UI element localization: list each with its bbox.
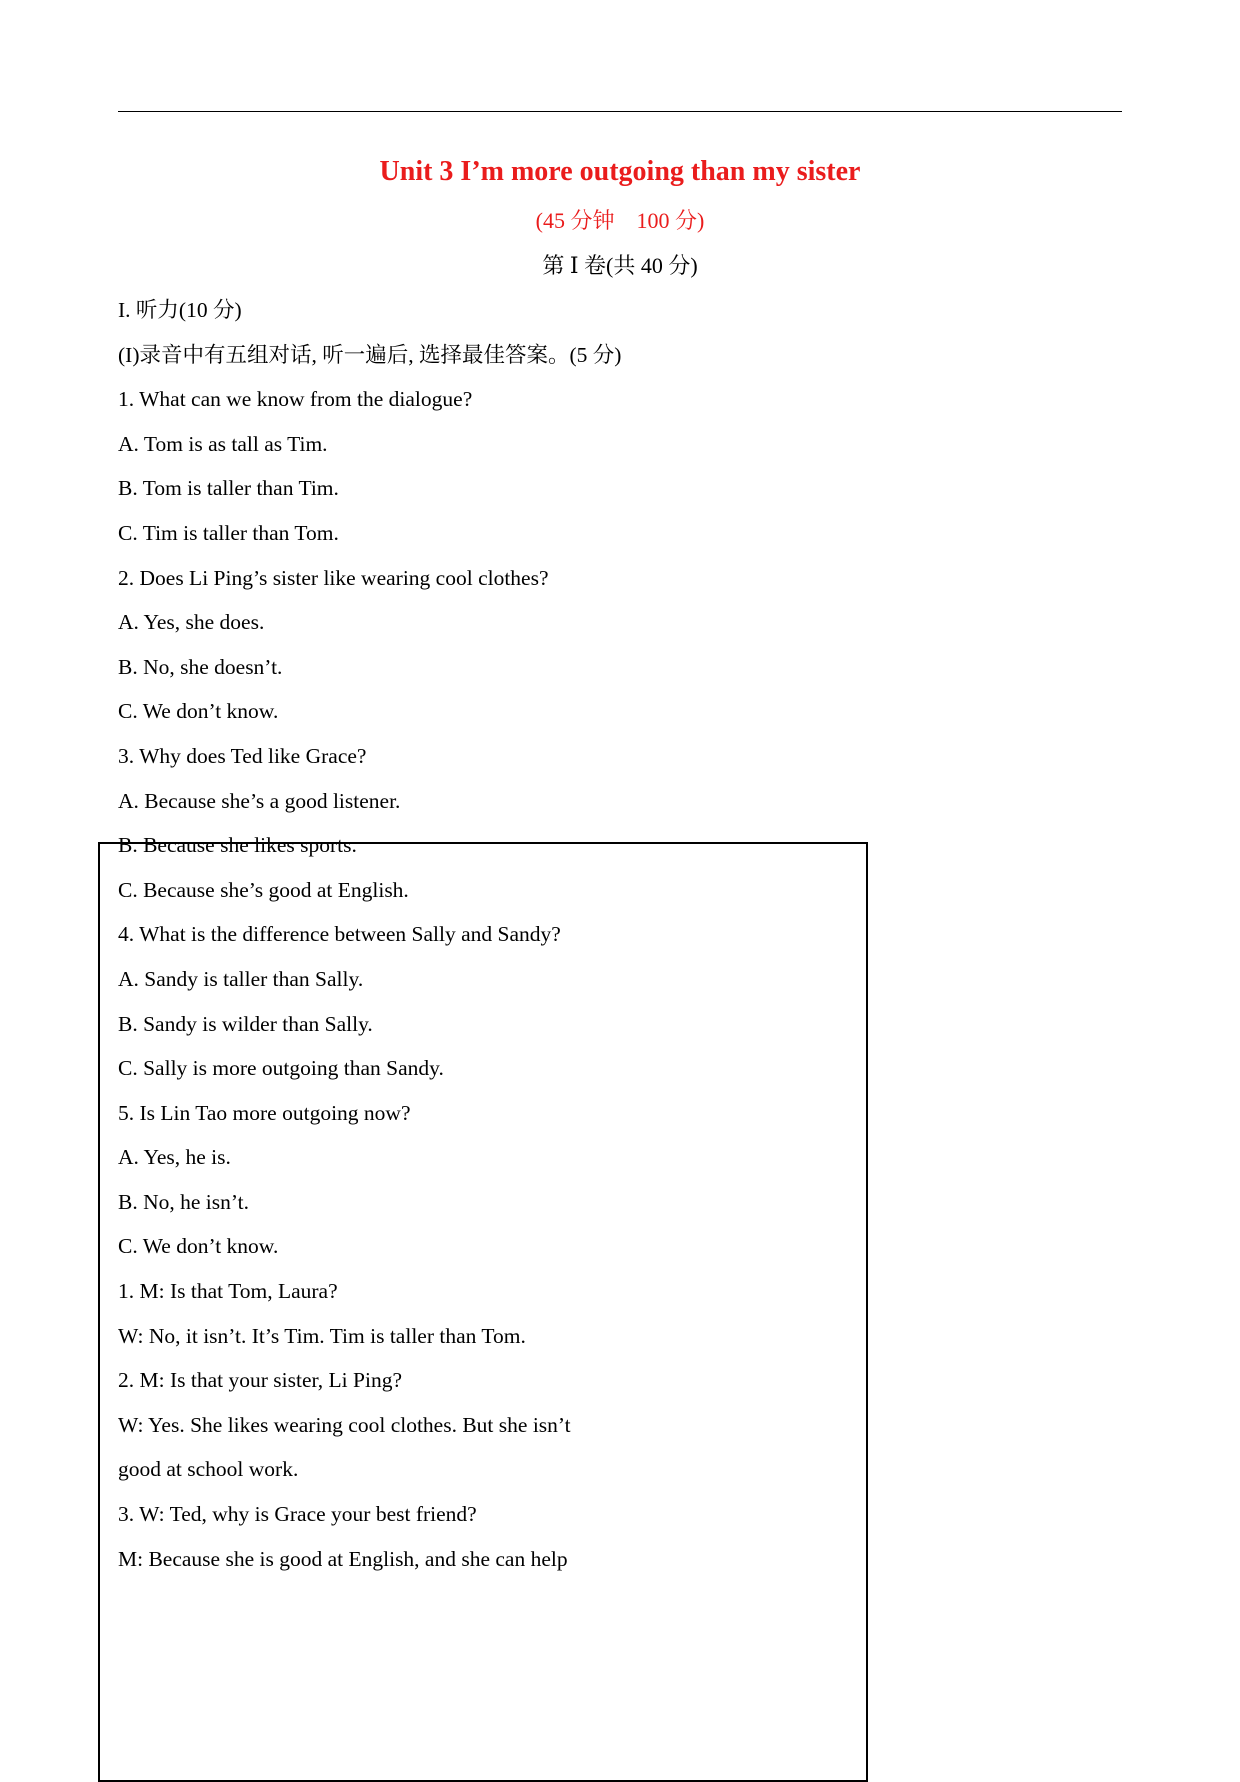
q2-option-a: A. Yes, she does. [118,610,265,635]
q1-option-a: A. Tom is as tall as Tim. [118,431,328,456]
listening-instruction: (I)录音中有五组对话, 听一遍后, 选择最佳答案。(5 分) [118,342,622,367]
transcript-line: good at school work. [118,1457,299,1482]
q4-option-a: A. Sandy is taller than Sally. [118,966,364,991]
q5-option-a: A. Yes, he is. [118,1145,231,1170]
q2-option-b: B. No, she doesn’t. [118,654,283,679]
exam-time-score: (45 分钟 100 分) [535,208,705,233]
question-4: 4. What is the difference between Sally and Sandy? [118,922,561,947]
question-1: 1. What can we know from the dialogue? [118,387,473,412]
q1-option-c: C. Tim is taller than Tom. [118,520,339,545]
q4-option-b: B. Sandy is wilder than Sally. [118,1011,373,1036]
transcript-line: W: Yes. She likes wearing cool clothes. But she isn’t [118,1412,571,1437]
header-rule [118,111,1122,112]
transcript-line: M: Because she is good at English, and she can help [118,1546,568,1571]
listening-heading: I. 听力(10 分) [118,298,242,322]
q4-option-c: C. Sally is more outgoing than Sandy. [118,1056,444,1081]
q3-option-b: B. Because she likes sports. [118,833,357,858]
transcript-line: 3. W: Ted, why is Grace your best friend? [118,1502,477,1527]
question-2: 2. Does Li Ping’s sister like wearing cool clothes? [118,565,549,590]
transcript-line: 2. M: Is that your sister, Li Ping? [118,1368,402,1393]
q1-option-b: B. Tom is taller than Tim. [118,476,339,501]
q3-option-a: A. Because she’s a good listener. [118,788,401,813]
transcript-line: W: No, it isn’t. It’s Tim. Tim is taller than Tom. [118,1323,526,1348]
page-title: Unit 3 I’m more outgoing than my sister [379,156,861,187]
question-5: 5. Is Lin Tao more outgoing now? [118,1100,411,1125]
q5-option-c: C. We don’t know. [118,1234,279,1259]
q5-option-b: B. No, he isn’t. [118,1189,249,1214]
q2-option-c: C. We don’t know. [118,699,279,724]
section-heading: 第 Ⅰ 卷(共 40 分) [542,253,698,278]
question-3: 3. Why does Ted like Grace? [118,743,367,768]
q3-option-c: C. Because she’s good at English. [118,877,409,902]
document-body [118,293,1118,1586]
transcript-line: 1. M: Is that Tom, Laura? [118,1279,338,1304]
